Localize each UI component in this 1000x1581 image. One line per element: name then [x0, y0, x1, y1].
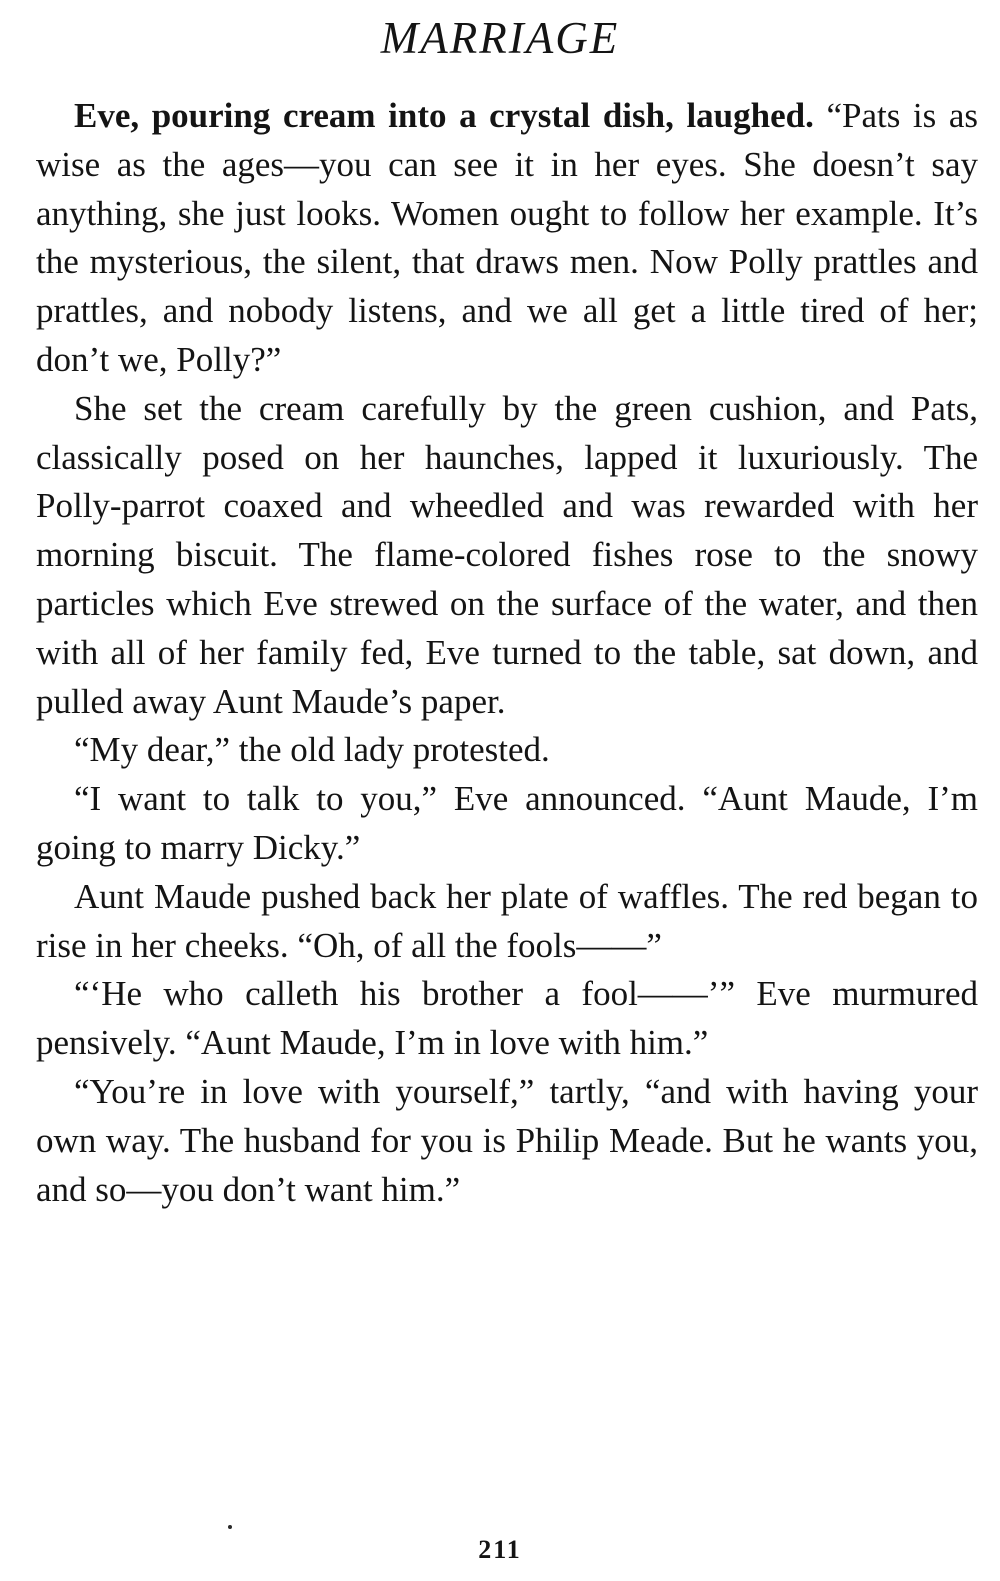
- paragraph-text: “Pats is as wise as the ages—you can see it in her eyes. She doesn’t say anything, she just looks. Women ought to follow her example. It’s the mysterious, the silent, that draws men. Now Polly prattles and prattles, and nobody listens, and we all get a little tired of her; don’t we, Polly?”: [36, 96, 978, 379]
- paragraph-lead: Eve, pouring cream into a crystal dish, laughed.: [74, 96, 814, 135]
- paragraph-text: She set the cream carefully by the green cushion, and Pats, classically posed on her haunches, lapped it luxuriously. The Polly-parrot coaxed and wheedled and was rewarded with her morning biscuit. The flame-colored fishes rose to the snowy particles which Eve strewed on the surface of the water, and then with all of her family fed, Eve turned to the table, sat down, and pulled away Aunt Maude’s paper.: [36, 388, 978, 721]
- paragraph-text: “I want to talk to you,” Eve announced. “Aunt Maude, I’m going to marry Dicky.”: [36, 779, 978, 867]
- paragraph: [36, 92, 978, 385]
- paragraph-text: Aunt Maude pushed back her plate of waffles. The red began to rise in her cheeks. “Oh, of all the fools——”: [36, 876, 978, 965]
- ink-speck: [228, 1525, 232, 1529]
- paragraph: [36, 775, 978, 873]
- paragraph: [36, 1068, 978, 1214]
- paragraph: [36, 385, 978, 727]
- body-text: [36, 92, 978, 1214]
- running-head: MARRIAGE: [380, 13, 620, 63]
- paragraph-text: “My dear,” the old lady protested.: [74, 730, 550, 770]
- paragraph-text: “‘He who calleth his brother a fool——’” Eve murmured pensively. “Aunt Maude, I’m in love with him.”: [36, 974, 978, 1063]
- page-number: 211: [478, 1535, 522, 1564]
- paragraph: [36, 726, 978, 775]
- paragraph: [36, 970, 978, 1068]
- paragraph: [36, 873, 978, 971]
- paragraph-text: “You’re in love with yourself,” tartly, “and with having your own way. The husband for you is Philip Meade. But he wants you, and so—you don’t want him.”: [36, 1071, 978, 1209]
